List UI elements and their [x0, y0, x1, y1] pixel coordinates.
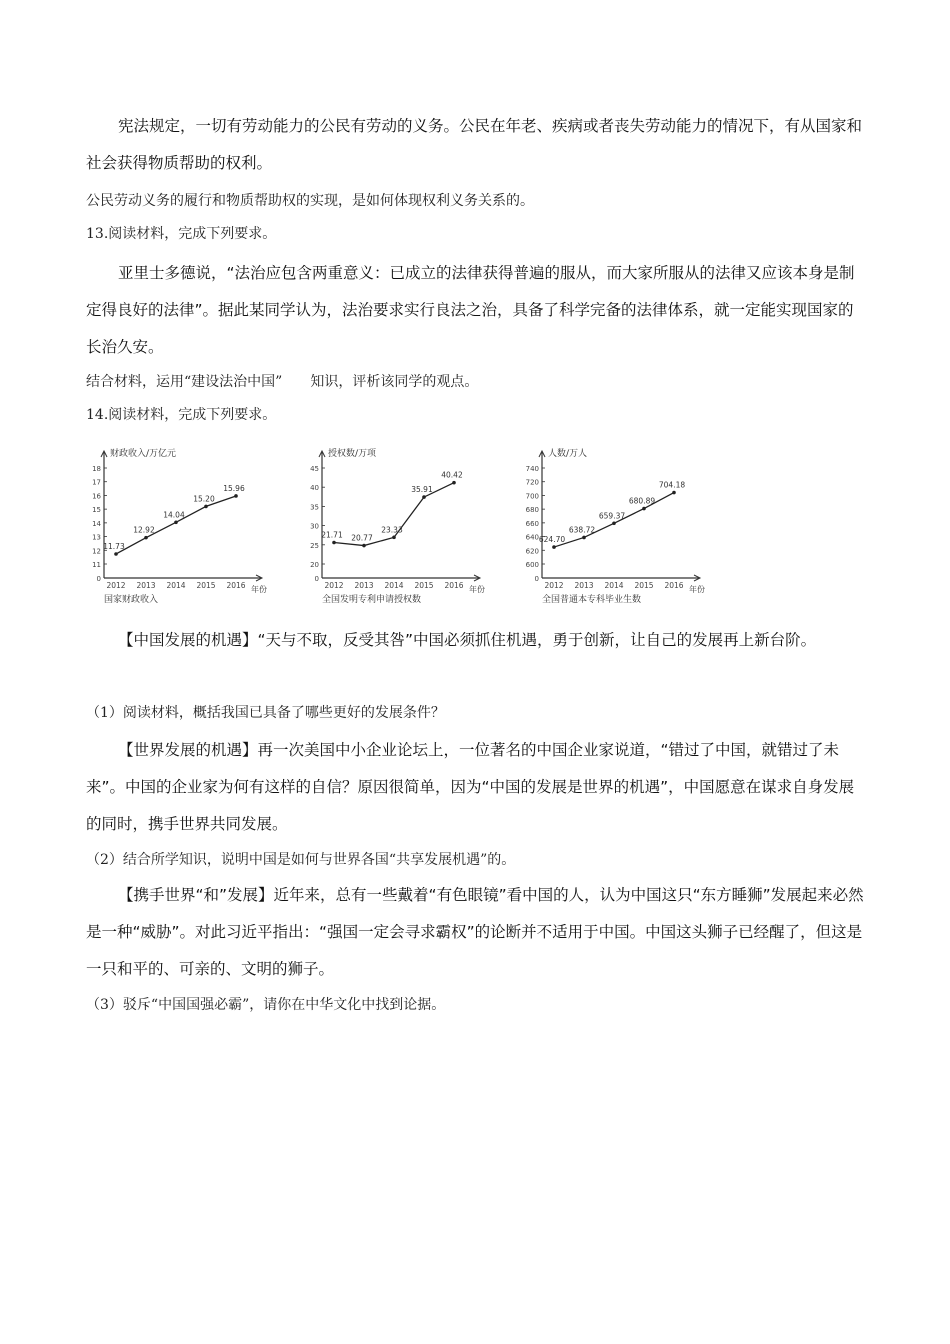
- data-point: [452, 481, 456, 485]
- material-paragraph-constitution: 宪法规定，一切有劳动能力的公民有劳动的义务。公民在年老、疾病或者丧失劳动能力的情况下，有从国家和社会获得物质帮助的权利。: [86, 117, 863, 172]
- question-14-heading: [86, 405, 276, 425]
- y-tick-label: 14: [92, 519, 101, 528]
- x-tick-label: 2012: [544, 581, 564, 590]
- y-tick-label: 0: [534, 575, 539, 583]
- y-tick-label: 25: [310, 541, 319, 550]
- data-point: [234, 494, 238, 498]
- y-tick-label: 680: [525, 506, 539, 515]
- x-tick-label: 2012: [106, 581, 126, 590]
- chart-fiscal-revenue-svg: [86, 440, 286, 612]
- y-tick-label: 18: [92, 465, 101, 473]
- data-point: [422, 495, 426, 499]
- y-tick-label: 30: [310, 522, 319, 531]
- data-point: [642, 507, 646, 511]
- y-tick-label: 16: [92, 492, 101, 501]
- chart-graduates-svg: [524, 440, 724, 612]
- data-label: 23.33: [381, 525, 403, 535]
- data-point: [362, 544, 366, 548]
- chart-caption: 全国发明专利申请授权数: [322, 595, 422, 605]
- y-tick-label: 20: [310, 561, 319, 569]
- x-tick-label: 2015: [414, 581, 434, 590]
- x-tick-label: 2016: [664, 581, 684, 590]
- question-task-part2: 知识，评析该同学的观点。: [310, 374, 479, 390]
- y-tick-label: 40: [310, 484, 319, 493]
- x-tick-label: 2015: [634, 581, 654, 590]
- data-point: [392, 536, 396, 540]
- data-point: [582, 536, 586, 540]
- y-tick-label: 35: [310, 503, 319, 512]
- sub-question-1: （1）阅读材料，概括我国已具备了哪些更好的发展条件？: [86, 705, 445, 721]
- question-task-part1: 结合材料，运用“建设法治中国”: [86, 374, 283, 390]
- data-label: 21.71: [321, 530, 343, 540]
- data-label: 11.73: [103, 541, 125, 551]
- material-paragraph-world-opportunity: 【世界发展的机遇】再一次美国中小企业论坛上，一位著名的中国企业家说道，“错过了中国，就错过了未来”。中国的企业家为何有这样的自信？原因很简单，因为“中国的发展是世界的机遇”，中国愿意在谋求自身发展的同时，携手世界共同发展。: [86, 741, 855, 833]
- x-tick-label: 2012: [324, 581, 344, 590]
- y-tick-label: 0: [314, 575, 319, 583]
- data-point: [144, 536, 148, 540]
- y-tick-label: 11: [92, 561, 101, 569]
- chart-group: [86, 440, 766, 615]
- material-paragraph-aristotle: 亚里士多德说，“法治应包含两重意义：已成立的法律获得普遍的服从，而大家所服从的法律又应该本身是制定得良好的法律”。据此某同学认为，法治要求实行良法之治，具备了科学完备的法律体系，就一定能实现国家的长治久安。: [86, 264, 855, 356]
- data-label: 680.89: [628, 496, 656, 506]
- data-label: 624.70: [538, 535, 566, 545]
- y-tick-label: 0: [96, 575, 101, 583]
- data-label: 40.42: [441, 470, 463, 480]
- data-point: [174, 521, 178, 525]
- data-point: [672, 491, 676, 495]
- data-point: [332, 541, 336, 545]
- x-axis-label: 年份: [689, 585, 705, 594]
- x-tick-label: 2013: [354, 581, 374, 590]
- y-tick-label: 15: [92, 506, 101, 515]
- y-tick-label: 720: [525, 478, 539, 487]
- data-label: 14.04: [163, 510, 185, 520]
- data-label: 638.72: [568, 525, 596, 535]
- chart-patents: [304, 440, 504, 612]
- material-paragraph-peaceful-development: 【携手世界“和”发展】近年来，总有一些戴着“有色眼镜”看中国的人，认为中国这只“东方睡狮”发展起来必然是一种“威胁”。对此习近平指出：“强国一定会寻求霸权”的论断并不适用于中国。中国这头狮子已经醒了，但这是一只和平的、可亲的、文明的狮子。: [86, 886, 864, 978]
- y-tick-label: 740: [525, 465, 539, 473]
- y-tick-label: 17: [92, 478, 101, 487]
- question-prompt: 阅读材料，完成下列要求。: [108, 226, 277, 242]
- y-tick-label: 12: [92, 547, 101, 556]
- y-tick-label: 660: [525, 519, 539, 528]
- data-label: 704.18: [658, 480, 686, 490]
- sub-question-3: （3）驳斥“中国国强必霸”，请你在中华文化中找到论据。: [86, 997, 446, 1013]
- y-axis-label: 授权数/万项: [328, 449, 377, 459]
- data-label: 35.91: [411, 485, 433, 495]
- x-axis-label: 年份: [251, 585, 267, 594]
- x-tick-label: 2015: [196, 581, 216, 590]
- data-label: 15.96: [223, 483, 245, 493]
- x-tick-label: 2016: [226, 581, 246, 590]
- y-tick-label: 13: [92, 533, 101, 542]
- x-tick-label: 2013: [574, 581, 594, 590]
- x-tick-label: 2014: [384, 581, 404, 590]
- y-tick-label: 45: [310, 465, 319, 473]
- y-tick-label: 640: [525, 533, 539, 542]
- data-point: [114, 552, 118, 556]
- question-labor-duty: 公民劳动义务的履行和物质帮助权的实现，是如何体现权利义务关系的。: [86, 193, 534, 209]
- x-tick-label: 2014: [166, 581, 186, 590]
- chart-fiscal-revenue: [86, 440, 286, 612]
- x-tick-label: 2013: [136, 581, 156, 590]
- x-axis-label: 年份: [469, 585, 485, 594]
- data-point: [204, 505, 208, 509]
- y-tick-label: 700: [525, 492, 539, 501]
- chart-graduates: [524, 440, 724, 612]
- data-point: [552, 545, 556, 549]
- x-tick-label: 2016: [444, 581, 464, 590]
- x-tick-label: 2014: [604, 581, 624, 590]
- data-label: 20.77: [351, 533, 373, 543]
- y-tick-label: 620: [525, 547, 539, 556]
- question-number: 13.: [86, 226, 109, 242]
- data-label: 659.37: [598, 511, 626, 521]
- question-13-task: [86, 372, 866, 392]
- data-label: 12.92: [133, 525, 155, 535]
- chart-caption: 国家财政收入: [104, 595, 159, 605]
- data-point: [612, 521, 616, 525]
- y-tick-label: 600: [525, 561, 539, 569]
- data-label: 15.20: [193, 494, 215, 504]
- material-paragraph-china-opportunity: 【中国发展的机遇】“天与不取，反受其咎”中国必须抓住机遇，勇于创新，让自己的发展再上新台阶。: [118, 631, 817, 649]
- chart-patents-svg: [304, 440, 504, 612]
- sub-question-2: （2）结合所学知识，说明中国是如何与世界各国“共享发展机遇”的。: [86, 852, 516, 868]
- y-axis-label: 财政收入/万亿元: [110, 449, 177, 459]
- question-prompt: 阅读材料，完成下列要求。: [108, 407, 277, 423]
- question-13-heading: [86, 224, 276, 244]
- y-axis-label: 人数/万人: [548, 449, 588, 459]
- chart-caption: 全国普通本专科毕业生数: [542, 595, 642, 605]
- question-number: 14.: [86, 407, 109, 423]
